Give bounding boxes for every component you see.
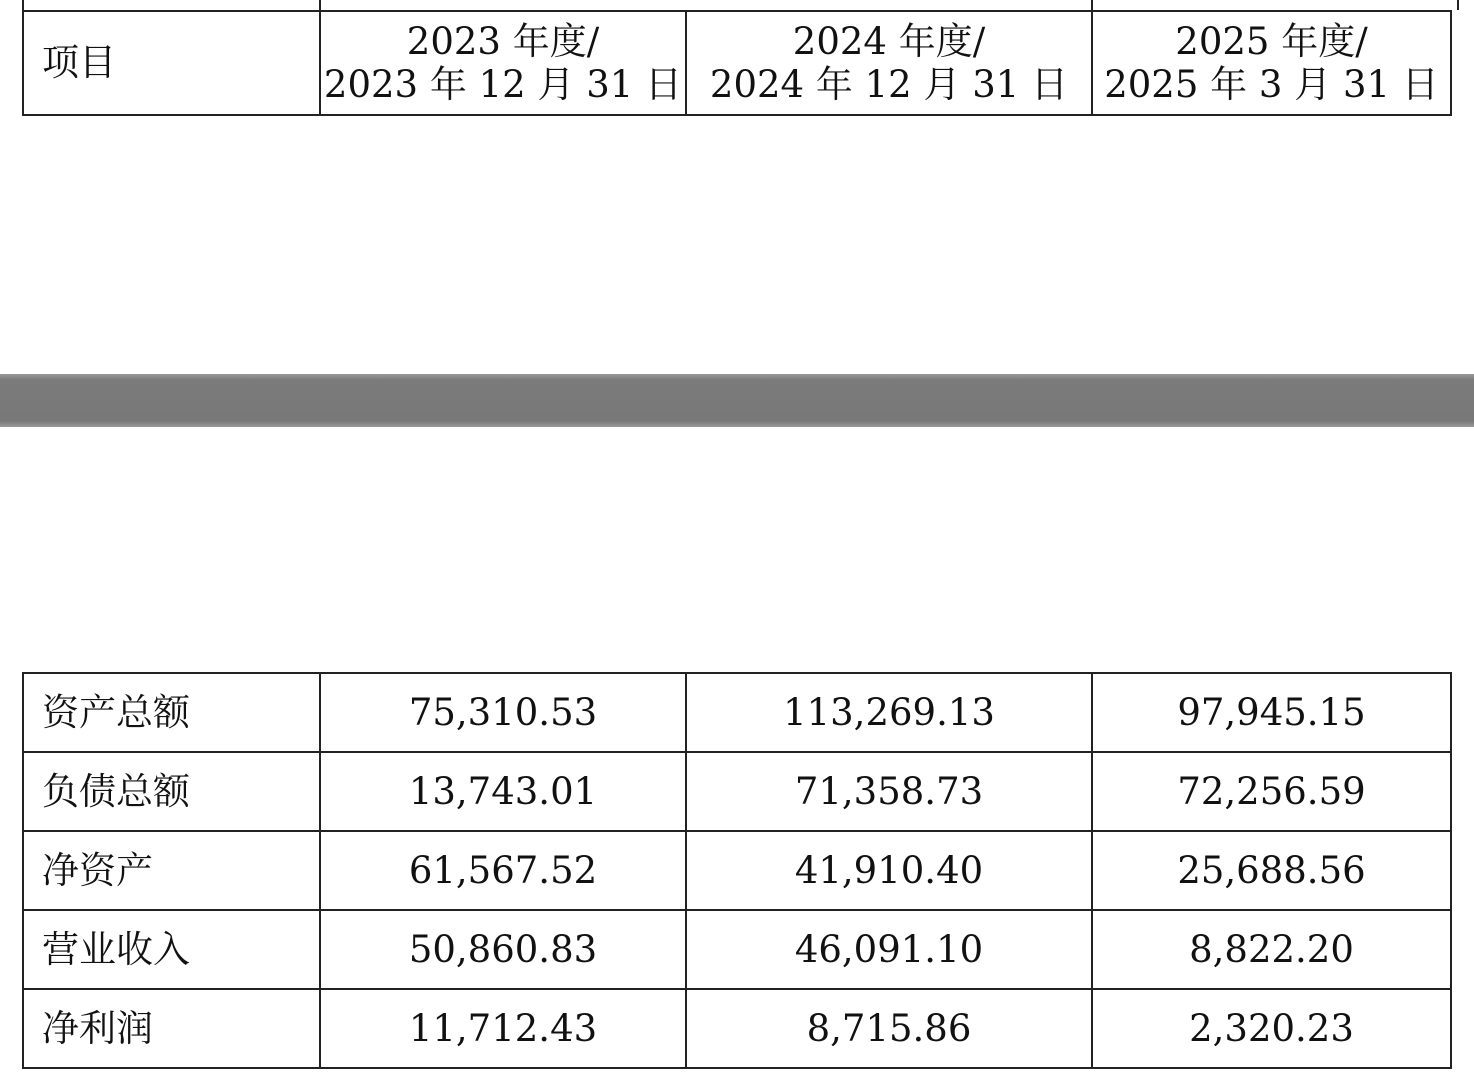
period-line-2: 2025 年 3 月 31 日 (1104, 63, 1439, 106)
item-header-cell: 项目 (23, 11, 320, 115)
row-label: 资产总额 (23, 673, 320, 752)
financial-table-body (22, 672, 1452, 1069)
period-line-1: 2023 年度/ (406, 20, 600, 63)
row-label: 营业收入 (23, 910, 320, 989)
value-2025: 2,320.23 (1092, 989, 1451, 1068)
value-2023: 13,743.01 (320, 752, 686, 831)
value-2023: 75,310.53 (320, 673, 686, 752)
period-header-2025 (1092, 11, 1451, 115)
header-row (23, 11, 1451, 115)
row-label: 负债总额 (23, 752, 320, 831)
financial-table-header (22, 10, 1452, 116)
table-row-net-profit (23, 989, 1451, 1068)
period-line-2: 2024 年 12 月 31 日 (709, 63, 1069, 106)
table-top-continuation (22, 0, 1459, 10)
row-label: 净利润 (23, 989, 320, 1068)
column-divider (1091, 0, 1093, 10)
value-2023: 61,567.52 (320, 831, 686, 910)
value-2024: 113,269.13 (686, 673, 1092, 752)
period-line-2: 2023 年 12 月 31 日 (323, 63, 683, 106)
table-row-revenue (23, 910, 1451, 989)
value-2025: 25,688.56 (1092, 831, 1451, 910)
page-separator-band (0, 374, 1474, 427)
column-divider (319, 0, 321, 10)
value-2023: 50,860.83 (320, 910, 686, 989)
value-2024: 71,358.73 (686, 752, 1092, 831)
value-2025: 8,822.20 (1092, 910, 1451, 989)
period-line-1: 2024 年度/ (792, 20, 986, 63)
value-2023: 11,712.43 (320, 989, 686, 1068)
value-2025: 97,945.15 (1092, 673, 1451, 752)
row-label: 净资产 (23, 831, 320, 910)
value-2024: 8,715.86 (686, 989, 1092, 1068)
period-header-2024 (686, 11, 1092, 115)
value-2025: 72,256.59 (1092, 752, 1451, 831)
table-row-total-assets (23, 673, 1451, 752)
value-2024: 41,910.40 (686, 831, 1092, 910)
value-2024: 46,091.10 (686, 910, 1092, 989)
table-row-total-liabilities (23, 752, 1451, 831)
table-row-net-assets (23, 831, 1451, 910)
period-line-1: 2025 年度/ (1175, 20, 1368, 63)
period-header-2023 (320, 11, 686, 115)
